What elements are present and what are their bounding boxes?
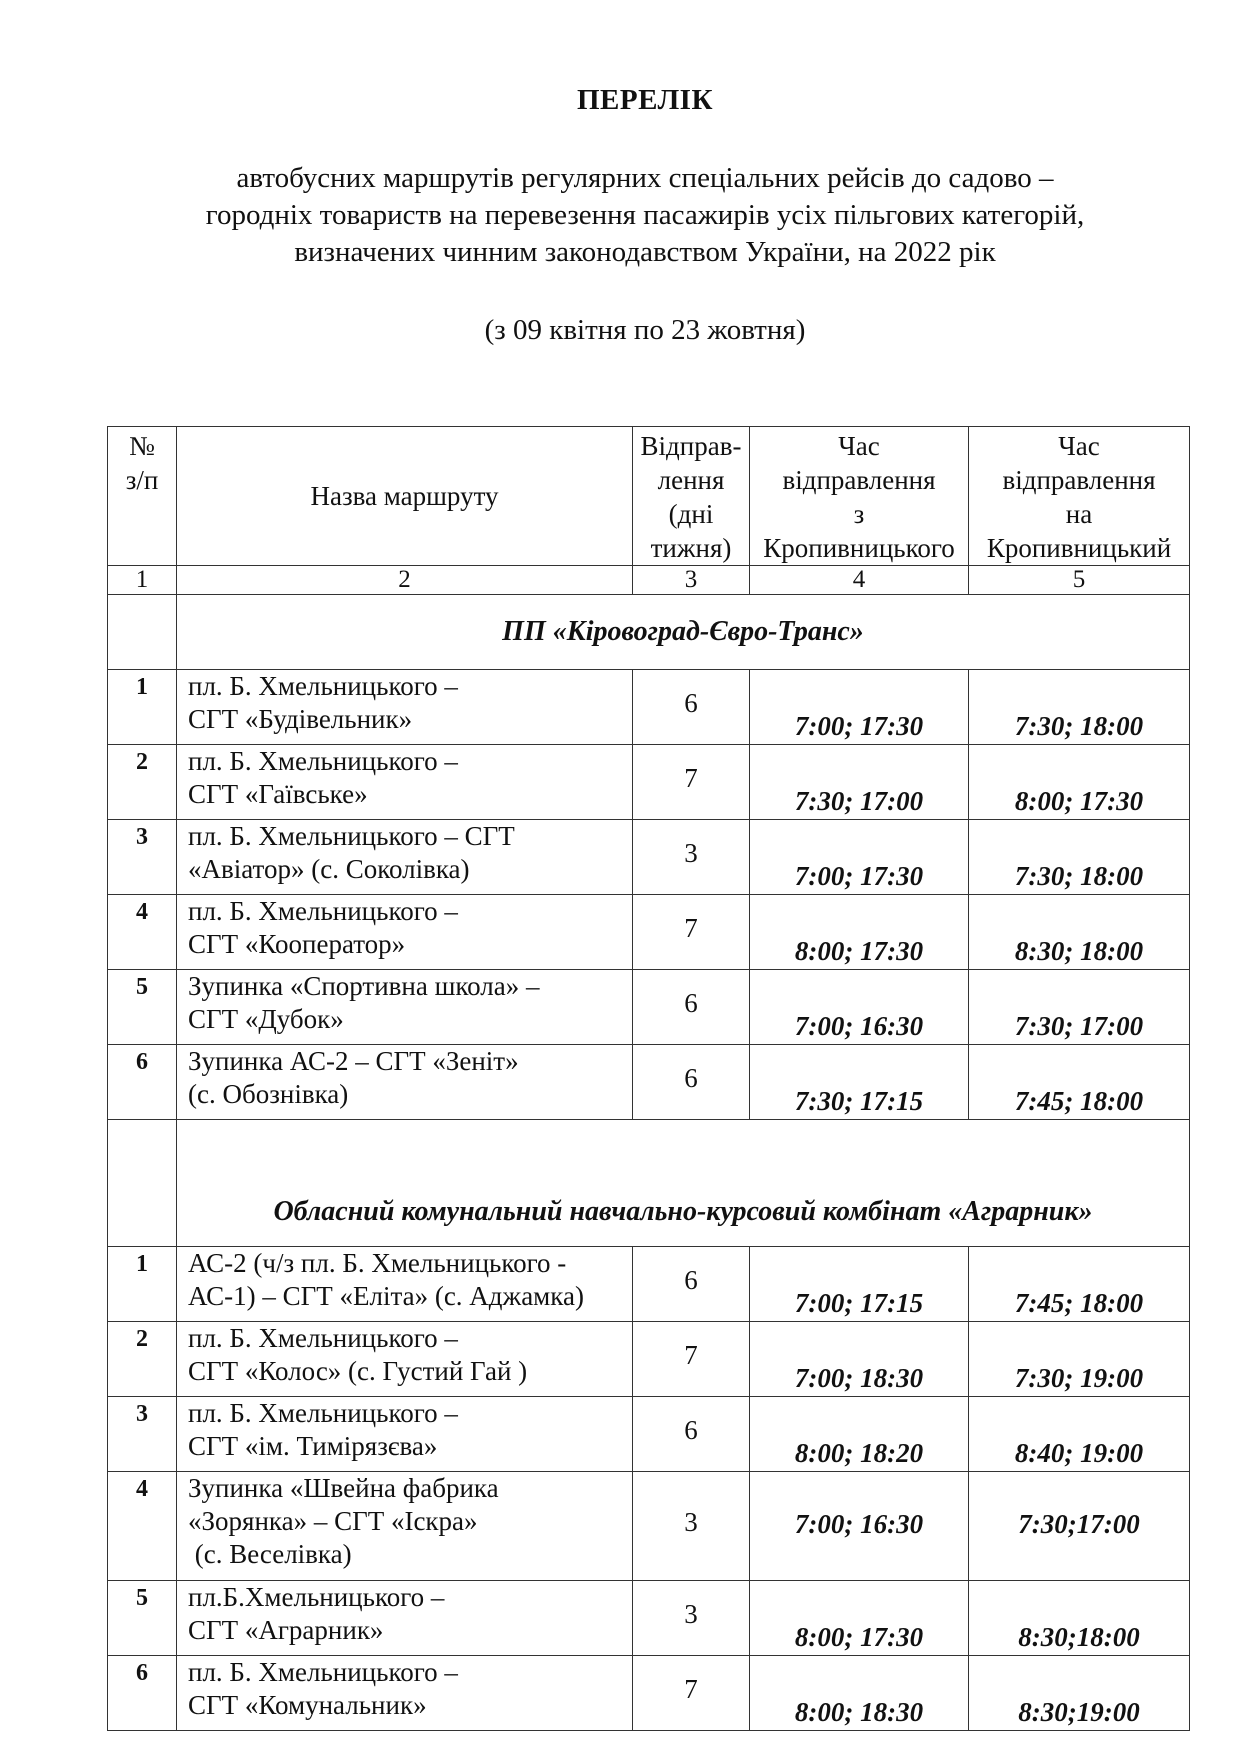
table-row — [108, 1472, 1190, 1581]
departure-from-time: 8:00; 17:30 — [750, 1581, 969, 1656]
departure-to-time: 7:30; 19:00 — [969, 1322, 1190, 1397]
header-departure-to — [969, 427, 1190, 566]
header-text: Час — [838, 431, 880, 461]
row-number: 1 — [108, 670, 177, 745]
route-name — [177, 1045, 633, 1120]
departure-from-time: 7:30; 17:00 — [750, 745, 969, 820]
departure-to-time: 8:30; 18:00 — [969, 895, 1190, 970]
route-name-line: СГТ «Комунальник» — [188, 1690, 427, 1720]
departure-from-time: 7:00; 17:30 — [750, 820, 969, 895]
route-name — [177, 1581, 633, 1656]
column-number: 4 — [750, 566, 969, 595]
column-number: 5 — [969, 566, 1190, 595]
row-number: 3 — [108, 820, 177, 895]
departure-from-time: 8:00; 17:30 — [750, 895, 969, 970]
route-name-line: СГТ «ім. Тимірязєва» — [188, 1431, 438, 1461]
route-name-line: СГТ «Колос» (с. Густий Гай ) — [188, 1356, 528, 1386]
header-text: Відправ- — [640, 431, 742, 461]
row-number: 4 — [108, 895, 177, 970]
header-text: лення — [657, 465, 725, 495]
table-row — [108, 1656, 1190, 1731]
route-days: 7 — [633, 895, 750, 970]
table-row — [108, 1045, 1190, 1120]
route-name-line: пл. Б. Хмельницького – — [188, 1398, 458, 1428]
table-row — [108, 970, 1190, 1045]
group-number-cell — [108, 595, 177, 670]
route-name-line: пл. Б. Хмельницького – — [188, 1657, 458, 1687]
header-text: відправлення — [782, 465, 936, 495]
column-number: 1 — [108, 566, 177, 595]
row-number: 4 — [108, 1472, 177, 1581]
route-name-line: Зупинка «Спортивна школа» – — [188, 971, 540, 1001]
group-number-cell — [108, 1120, 177, 1247]
route-days: 6 — [633, 670, 750, 745]
departure-to-time: 8:40; 19:00 — [969, 1397, 1190, 1472]
row-number: 5 — [108, 970, 177, 1045]
route-name — [177, 820, 633, 895]
departure-to-time: 8:00; 17:30 — [969, 745, 1190, 820]
route-days: 6 — [633, 1247, 750, 1322]
route-name — [177, 745, 633, 820]
route-name — [177, 1247, 633, 1322]
column-number: 3 — [633, 566, 750, 595]
header-text: відправлення — [1002, 465, 1156, 495]
header-route-name: Назва маршруту — [177, 427, 633, 566]
table-row — [108, 1397, 1190, 1472]
route-name-line: АС-1) – СГТ «Еліта» (с. Аджамка) — [188, 1281, 584, 1311]
departure-from-time: 7:00; 16:30 — [750, 970, 969, 1045]
table-row — [108, 895, 1190, 970]
route-name-line: пл. Б. Хмельницького – — [188, 671, 458, 701]
departure-from-time: 7:00; 16:30 — [750, 1472, 969, 1581]
route-days: 7 — [633, 745, 750, 820]
route-name-line: АС-2 (ч/з пл. Б. Хмельницького - — [188, 1248, 567, 1278]
route-days: 3 — [633, 1581, 750, 1656]
route-name — [177, 1656, 633, 1731]
row-number: 2 — [108, 745, 177, 820]
group-header-row — [108, 1120, 1190, 1247]
header-text: тижня) — [650, 533, 732, 563]
route-name-line: СГТ «Кооператор» — [188, 929, 406, 959]
subtitle-line: городніх товариств на перевезення пасажирів усіх пільгових категорій, — [205, 199, 1085, 231]
departure-to-time: 7:30;17:00 — [969, 1472, 1190, 1581]
departure-from-time: 7:30; 17:15 — [750, 1045, 969, 1120]
table-row — [108, 670, 1190, 745]
header-text: з — [853, 499, 865, 529]
row-number: 5 — [108, 1581, 177, 1656]
header-days — [633, 427, 750, 566]
header-text: (дні — [668, 499, 714, 529]
route-name — [177, 970, 633, 1045]
departure-from-time: 7:00; 17:30 — [750, 670, 969, 745]
route-name — [177, 670, 633, 745]
route-days: 7 — [633, 1656, 750, 1731]
departure-to-time: 8:30;19:00 — [969, 1656, 1190, 1731]
subtitle-line: визначених чинним законодавством України, на 2022 рік — [294, 236, 996, 268]
header-text: на — [1065, 499, 1093, 529]
departure-to-time: 8:30;18:00 — [969, 1581, 1190, 1656]
row-number: 6 — [108, 1656, 177, 1731]
route-days: 3 — [633, 1472, 750, 1581]
group-name: Обласний комунальний навчально-курсовий комбінат «Аграрник» — [177, 1120, 1190, 1247]
route-days: 3 — [633, 820, 750, 895]
row-number: 1 — [108, 1247, 177, 1322]
departure-to-time: 7:45; 18:00 — [969, 1247, 1190, 1322]
table-row — [108, 820, 1190, 895]
route-name-line: пл. Б. Хмельницького – — [188, 1323, 458, 1353]
column-number: 2 — [177, 566, 633, 595]
departure-from-time: 7:00; 17:15 — [750, 1247, 969, 1322]
route-name — [177, 1472, 633, 1581]
route-name-line: (с. Веселівка) — [188, 1539, 352, 1569]
route-name-line: пл. Б. Хмельницького – — [188, 896, 458, 926]
header-departure-from — [750, 427, 969, 566]
column-number-row — [108, 566, 1190, 595]
route-name-line: Зупинка «Швейна фабрика — [188, 1473, 499, 1503]
table-row — [108, 1247, 1190, 1322]
row-number: 3 — [108, 1397, 177, 1472]
table-row — [108, 1322, 1190, 1397]
subtitle-line: автобусних маршрутів регулярних спеціальних рейсів до садово – — [236, 162, 1054, 194]
departure-from-time: 8:00; 18:30 — [750, 1656, 969, 1731]
route-days: 6 — [633, 1045, 750, 1120]
departure-from-time: 8:00; 18:20 — [750, 1397, 969, 1472]
route-days: 6 — [633, 1397, 750, 1472]
route-name-line: СГТ «Гаївське» — [188, 779, 368, 809]
group-header-row — [108, 595, 1190, 670]
header-number — [108, 427, 177, 566]
departure-to-time: 7:45; 18:00 — [969, 1045, 1190, 1120]
row-number: 2 — [108, 1322, 177, 1397]
route-days: 6 — [633, 970, 750, 1045]
route-name-line: СГТ «Будівельник» — [188, 704, 413, 734]
document-title: ПЕРЕЛІК — [577, 84, 713, 116]
route-name-line: СГТ «Аграрник» — [188, 1615, 384, 1645]
route-name — [177, 1322, 633, 1397]
document-subtitle — [120, 160, 1170, 271]
row-number: 6 — [108, 1045, 177, 1120]
table-row — [108, 745, 1190, 820]
departure-to-time: 7:30; 18:00 — [969, 670, 1190, 745]
route-name-line: пл.Б.Хмельницького – — [188, 1582, 445, 1612]
route-name-line: СГТ «Дубок» — [188, 1004, 344, 1034]
header-text: Кропивницький — [986, 533, 1172, 563]
route-name-line: пл. Б. Хмельницького – СГТ — [188, 821, 515, 851]
route-name-line: «Зорянка» – СГТ «Іскра» — [188, 1506, 478, 1536]
route-name — [177, 895, 633, 970]
group-name: ПП «Кіровоград-Євро-Транс» — [177, 595, 1190, 670]
route-days: 7 — [633, 1322, 750, 1397]
departure-to-time: 7:30; 18:00 — [969, 820, 1190, 895]
header-text: Кропивницького — [763, 533, 955, 563]
departure-from-time: 7:00; 18:30 — [750, 1322, 969, 1397]
route-name-line: «Авіатор» (с. Соколівка) — [188, 854, 470, 884]
routes-table — [107, 426, 1190, 1731]
route-name-line: (с. Обознівка) — [188, 1079, 349, 1109]
document-period: (з 09 квітня по 23 жовтня) — [484, 314, 806, 346]
table-row — [108, 1581, 1190, 1656]
route-name — [177, 1397, 633, 1472]
route-name-line: Зупинка АС-2 – СГТ «Зеніт» — [188, 1046, 519, 1076]
table-header-row — [108, 427, 1190, 566]
route-name-line: пл. Б. Хмельницького – — [188, 746, 458, 776]
header-text: з/п — [125, 465, 159, 495]
header-text: № — [129, 431, 155, 461]
departure-to-time: 7:30; 17:00 — [969, 970, 1190, 1045]
header-text: Час — [1058, 431, 1100, 461]
